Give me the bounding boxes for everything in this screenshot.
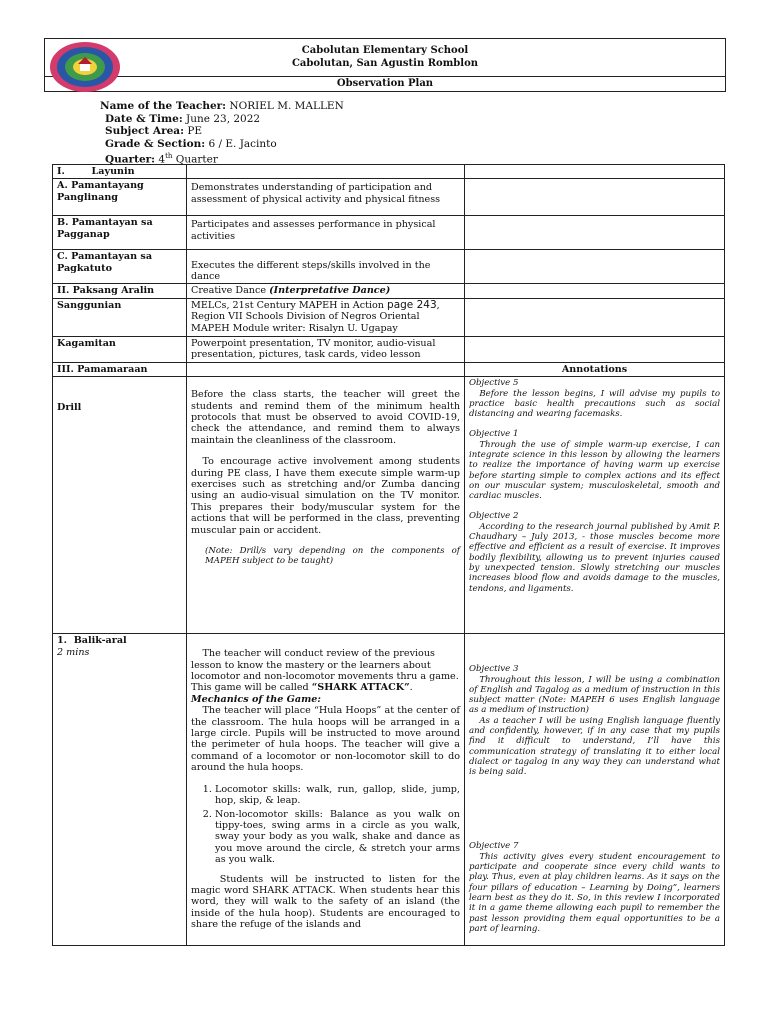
paksa-row (53, 284, 725, 298)
annotation-text: As a teacher I will be using English language fluently and confidently, however, if in any case that my pupils find it difficult to understand, I’ll have this communication strategy of translating it to either local dialect or tagalog in any way they can understand what is being said. (469, 715, 720, 778)
kagamitan-row (53, 336, 725, 362)
drill-label: Drill (53, 377, 187, 634)
drill-procedure (187, 377, 465, 634)
balik-aral-time: 2 mins (57, 646, 90, 658)
layunin-row (53, 165, 725, 179)
lesson-info (100, 100, 344, 166)
annotation-objective: Objective 1 (469, 429, 519, 440)
row-a (53, 179, 725, 216)
balik-aral-cell (53, 634, 187, 946)
row-a-text: Demonstrates understanding of participation and assessment of physical activity and physical fitness (187, 179, 465, 216)
list-item: 1. Locomotor skills: walk, run, gallop, slide, jump, hop, skip, & leap. (215, 784, 460, 807)
annotations-header: Annotations (465, 362, 725, 376)
school-header-top (45, 39, 725, 77)
kagamitan-text: Powerpoint presentation, TV monitor, audio-visual presentation, pictures, task cards, video lesson (187, 336, 465, 362)
subject-value: PE (187, 125, 203, 137)
school-address: Cabolutan, San Agustin Romblon (291, 58, 479, 69)
balik-aral-procedure (187, 634, 465, 946)
annotation-objective: Objective 2 (469, 511, 519, 522)
annotation-objective: Objective 5 (469, 378, 519, 389)
balik-aral-label: 1. Balik-aral (57, 635, 127, 647)
row-b (53, 216, 725, 250)
date-line: Date & Time: June 23, 2022 (105, 112, 261, 125)
observation-plan-table (52, 164, 725, 946)
drill-note: (Note: Drill/s vary depending on the components of MAPEH subject to be taught) (205, 546, 460, 567)
layunin-label: I. Layunin (53, 165, 187, 179)
drill-annotations (465, 377, 725, 634)
teacher-line: Name of the Teacher: NORIEL M. MALLEN (100, 100, 344, 112)
teacher-name: NORIEL M. MALLEN (229, 100, 344, 112)
mechanics-heading: Mechanics of the Game: (191, 693, 321, 705)
pamamaraan-label: III. Pamamaraan (53, 362, 187, 376)
annotation-objective: Objective 3 (469, 664, 519, 675)
date-value: June 23, 2022 (186, 112, 261, 125)
annotation-text: Through the use of simple warm-up exercise, I can integrate science in this lesson by allowing the learners to realize the importance of having warm up exercise before starting simple to complex actions and its effect on our muscular system; musculoskeletal, smooth and cardiac muscles. (469, 439, 720, 502)
annotation-text: According to the research journal published by Amit P. Chaudhary – July 2013, - those muscles become more effective and efficient as a result of exercise. It improves bodily flexibility, allowing us to prevent injuries caused by unexpected tension. Slowly stretching our muscles increases blood flow and avoids damage to the muscles, tendons, and ligaments. (469, 521, 720, 594)
row-c-text: Executes the different steps/skills involved in the dance (187, 250, 465, 284)
pamamaraan-row (53, 362, 725, 376)
balik-paragraph-1: The teacher will conduct review of the previous lesson to know the mastery or the learners about locomotor and non-locomotor movements thru a game. This game will be called “SHARK ATTACK”. (191, 648, 459, 694)
balik-aral-row (53, 634, 725, 946)
paksa-label: II. Paksang Aralin (53, 284, 187, 298)
school-name: Cabolutan Elementary School (301, 45, 469, 56)
balik-paragraph-2: The teacher will place “Hula Hoops” at the center of the classroom. The hula hoops will be arranged in a large circle. Pupils will be instructed to move around the perimeter of hula hoops. The teacher will give a command of a locomotor or non-locomotor skill to do around the hula hoops. (191, 705, 460, 774)
row-a-label: A. Pamantayang Panglinang (53, 179, 187, 216)
list-item: 2. Non-locomotor skills: Balance as you walk on tippy-toes, swing arms in a circle as you walk, sway your body as you walk, shake and dance as you move around the circle, & stretch your arms as you walk. (215, 809, 460, 866)
annotation-objective: Objective 7 (469, 841, 519, 852)
drill-row (53, 377, 725, 634)
balik-paragraph-3: Students will be instructed to listen for the magic word SHARK ATTACK. When students hear this word, they will walk to the safety of an island (the inside of the hula hoop). Students are encouraged to share the refuge of the islands and (191, 873, 460, 931)
drill-paragraph-2: To encourage active involvement among students during PE class, I have them execute simple warm-up exercises such as stretching and/or Zumba dancing using an audio-visual simulation on the TV monitor. This prepares their body/muscular system for the actions that will be performed in the class, preventing muscular pain or accident. (191, 456, 460, 536)
sanggunian-row (53, 298, 725, 336)
school-header (44, 38, 726, 92)
drill-paragraph-1: Before the class starts, the teacher will greet the students and remind them of the minimum health protocols that must be observed to avoid COVID-19, check the attendance, and remind them to always maintain the cleanliness of the classroom. (191, 389, 460, 446)
subject-line: Subject Area: PE (105, 125, 203, 137)
quarter-line: Quarter: 4th Quarter (105, 152, 218, 166)
balik-annotations (465, 634, 725, 946)
row-b-text: Participates and assesses performance in physical activities (187, 216, 465, 250)
sanggunian-text: MELCs, 21st Century MAPEH in Action page 243, Region VII Schools Division of Negros Oriental MAPEH Module writer: Risalyn U. Ugapay (187, 298, 465, 336)
row-c-label: C. Pamantayan sa Pagkatuto (53, 250, 187, 284)
grade-line: Grade & Section: 6 / E. Jacinto (105, 137, 277, 150)
grade-value: 6 / E. Jacinto (208, 137, 277, 150)
annotation-text: Throughout this lesson, I will be using a combination of English and Tagalog as a medium of instruction in this subject matter (Note: MAPEH 6 uses English language as a medium of instruction) (469, 674, 720, 716)
annotation-text: Before the lesson begins, I will advise my pupils to practice basic health precautions such as social distancing and wearing facemasks. (469, 388, 720, 420)
paksa-text: Creative Dance (Interpretative Dance) (187, 284, 465, 298)
annotation-text: This activity gives every student encouragement to participate and cooperate since every child wants to play. Thus, even at play children learns. As it says on the four pillars of education – Learning by Doing”, learners learn best as they do it. So, in this review I incorporated it in a game theme allowing each pupil to remember the past lesson providing them equal opportunities to be a part of learning. (469, 851, 720, 934)
row-b-label: B. Pamantayan sa Pagganap (53, 216, 187, 250)
row-c (53, 250, 725, 284)
skills-list (191, 784, 460, 866)
document-title: Observation Plan (336, 78, 434, 89)
school-seal-icon (48, 40, 123, 95)
kagamitan-label: Kagamitan (53, 336, 187, 362)
sanggunian-label: Sanggunian (53, 298, 187, 336)
